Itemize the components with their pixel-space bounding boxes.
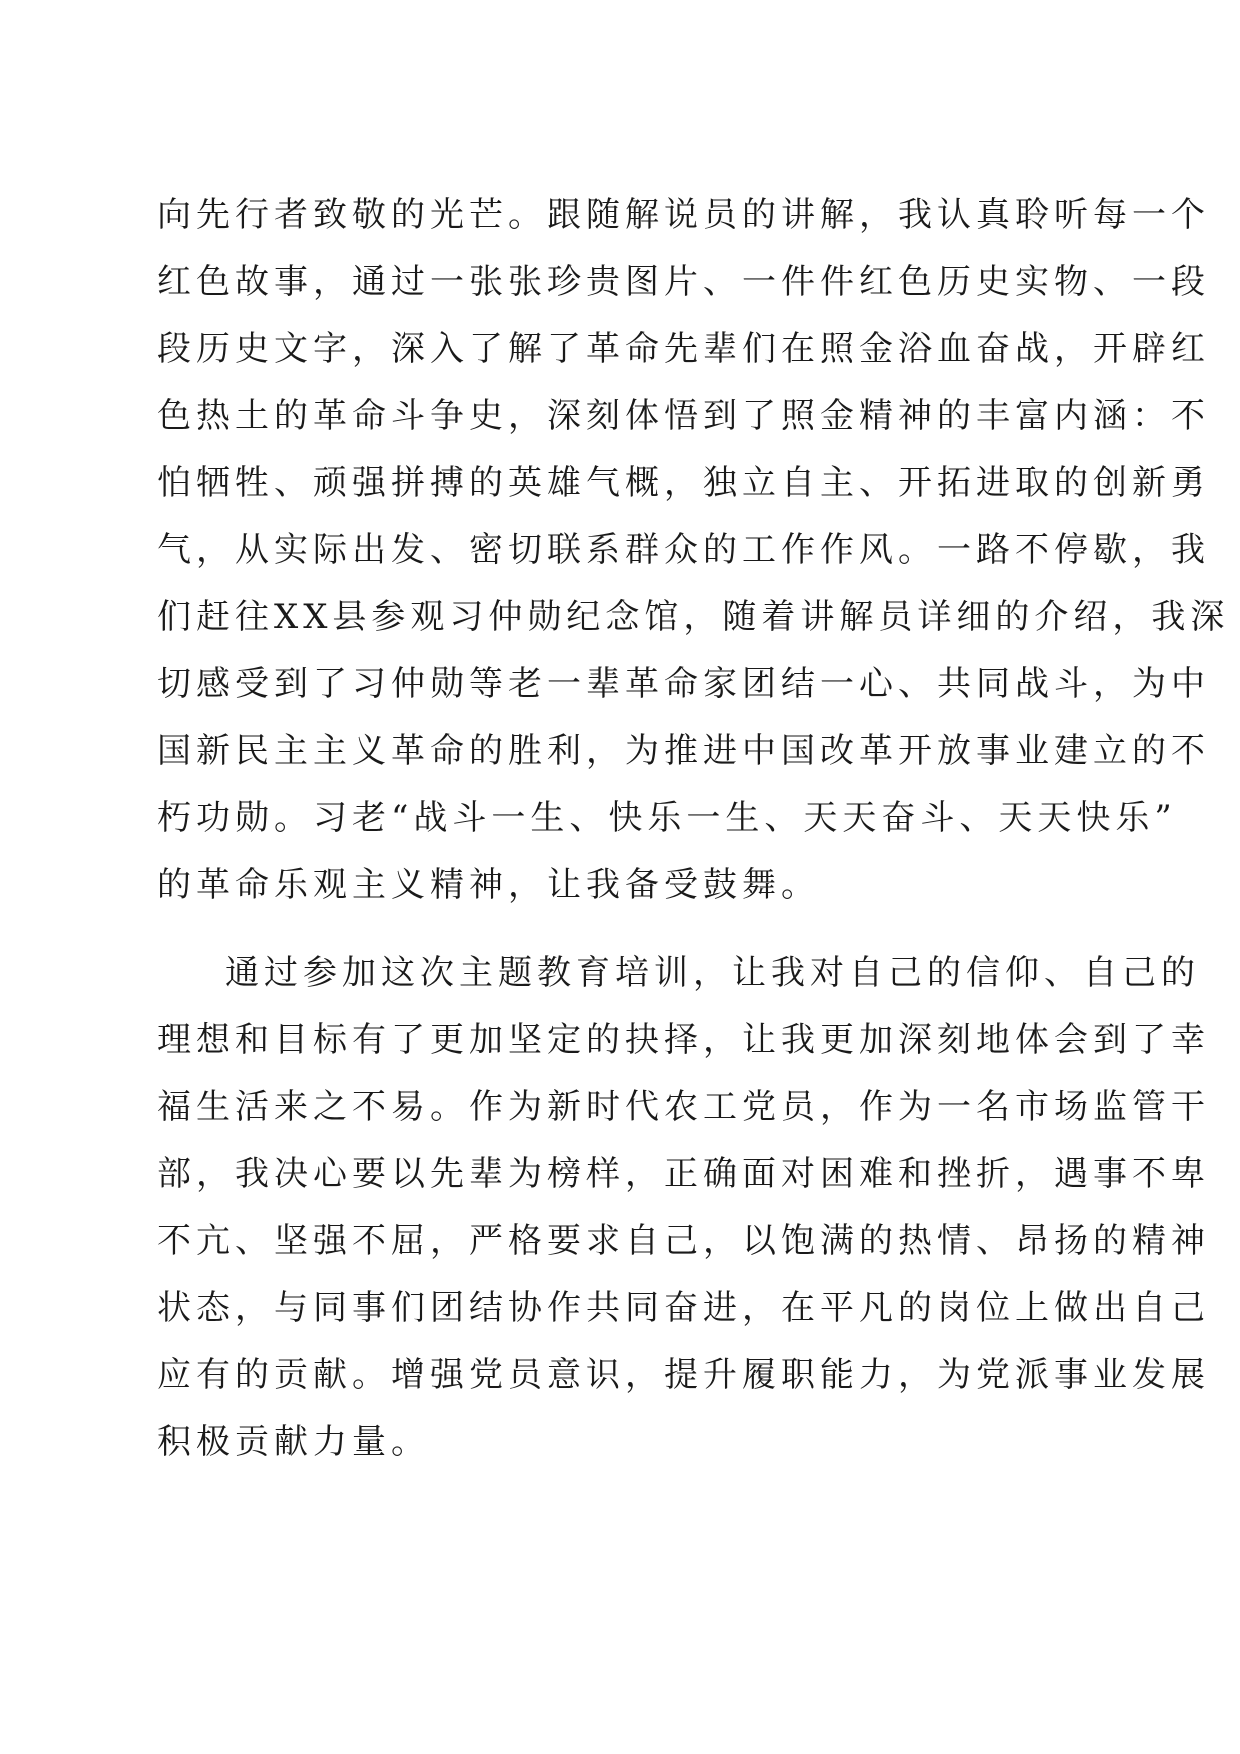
- paragraph-2: [157, 940, 1210, 1476]
- body-text: [157, 182, 1230, 1476]
- paragraph-line: 部，我决心要以先辈为榜样，正确面对困难和挫折，遇事不卑: [157, 1154, 1210, 1194]
- paragraph-line: 红色故事，通过一张张珍贵图片、一件件红色历史实物、一段: [157, 262, 1210, 302]
- paragraph-line: 气，从实际出发、密切联系群众的工作作风。一路不停歇，我: [157, 530, 1210, 570]
- paragraph-line: 国新民主主义革命的胜利，为推进中国改革开放事业建立的不: [157, 731, 1210, 771]
- paragraph-1: [157, 182, 1230, 919]
- paragraph-line: 们赶往XX县参观习仲勋纪念馆，随着讲解员详细的介绍，我深: [157, 597, 1230, 637]
- paragraph-line: 不亢、坚强不屈，严格要求自己，以饱满的热情、昂扬的精神: [157, 1221, 1210, 1261]
- paragraph-spacer: [157, 919, 1057, 940]
- paragraph-line: 段历史文字，深入了解了革命先辈们在照金浴血奋战，开辟红: [157, 329, 1210, 369]
- paragraph-line: 应有的贡献。增强党员意识，提升履职能力，为党派事业发展: [157, 1355, 1210, 1395]
- paragraph-line: 向先行者致敬的光芒。跟随解说员的讲解，我认真聆听每一个: [157, 195, 1210, 235]
- paragraph-line: 状态，与同事们团结协作共同奋进，在平凡的岗位上做出自己: [157, 1288, 1210, 1328]
- paragraph-line: 色热土的革命斗争史，深刻体悟到了照金精神的丰富内涵：不: [157, 396, 1210, 436]
- paragraph-line: 通过参加这次主题教育培训，让我对自己的信仰、自己的: [225, 953, 1200, 993]
- paragraph-line: 怕牺牲、顽强拼搏的英雄气概，独立自主、开拓进取的创新勇: [157, 463, 1210, 503]
- paragraph-line: 切感受到了习仲勋等老一辈革命家团结一心、共同战斗，为中: [157, 664, 1210, 704]
- paragraph-line: 的革命乐观主义精神，让我备受鼓舞。: [157, 865, 820, 905]
- paragraph-line: 朽功勋。习老“战斗一生、快乐一生、天天奋斗、天天快乐”: [157, 798, 1177, 838]
- paragraph-line: 福生活来之不易。作为新时代农工党员，作为一名市场监管干: [157, 1087, 1210, 1127]
- paragraph-line: 理想和目标有了更加坚定的抉择，让我更加深刻地体会到了幸: [157, 1020, 1210, 1060]
- paragraph-line: 积极贡献力量。: [157, 1422, 430, 1462]
